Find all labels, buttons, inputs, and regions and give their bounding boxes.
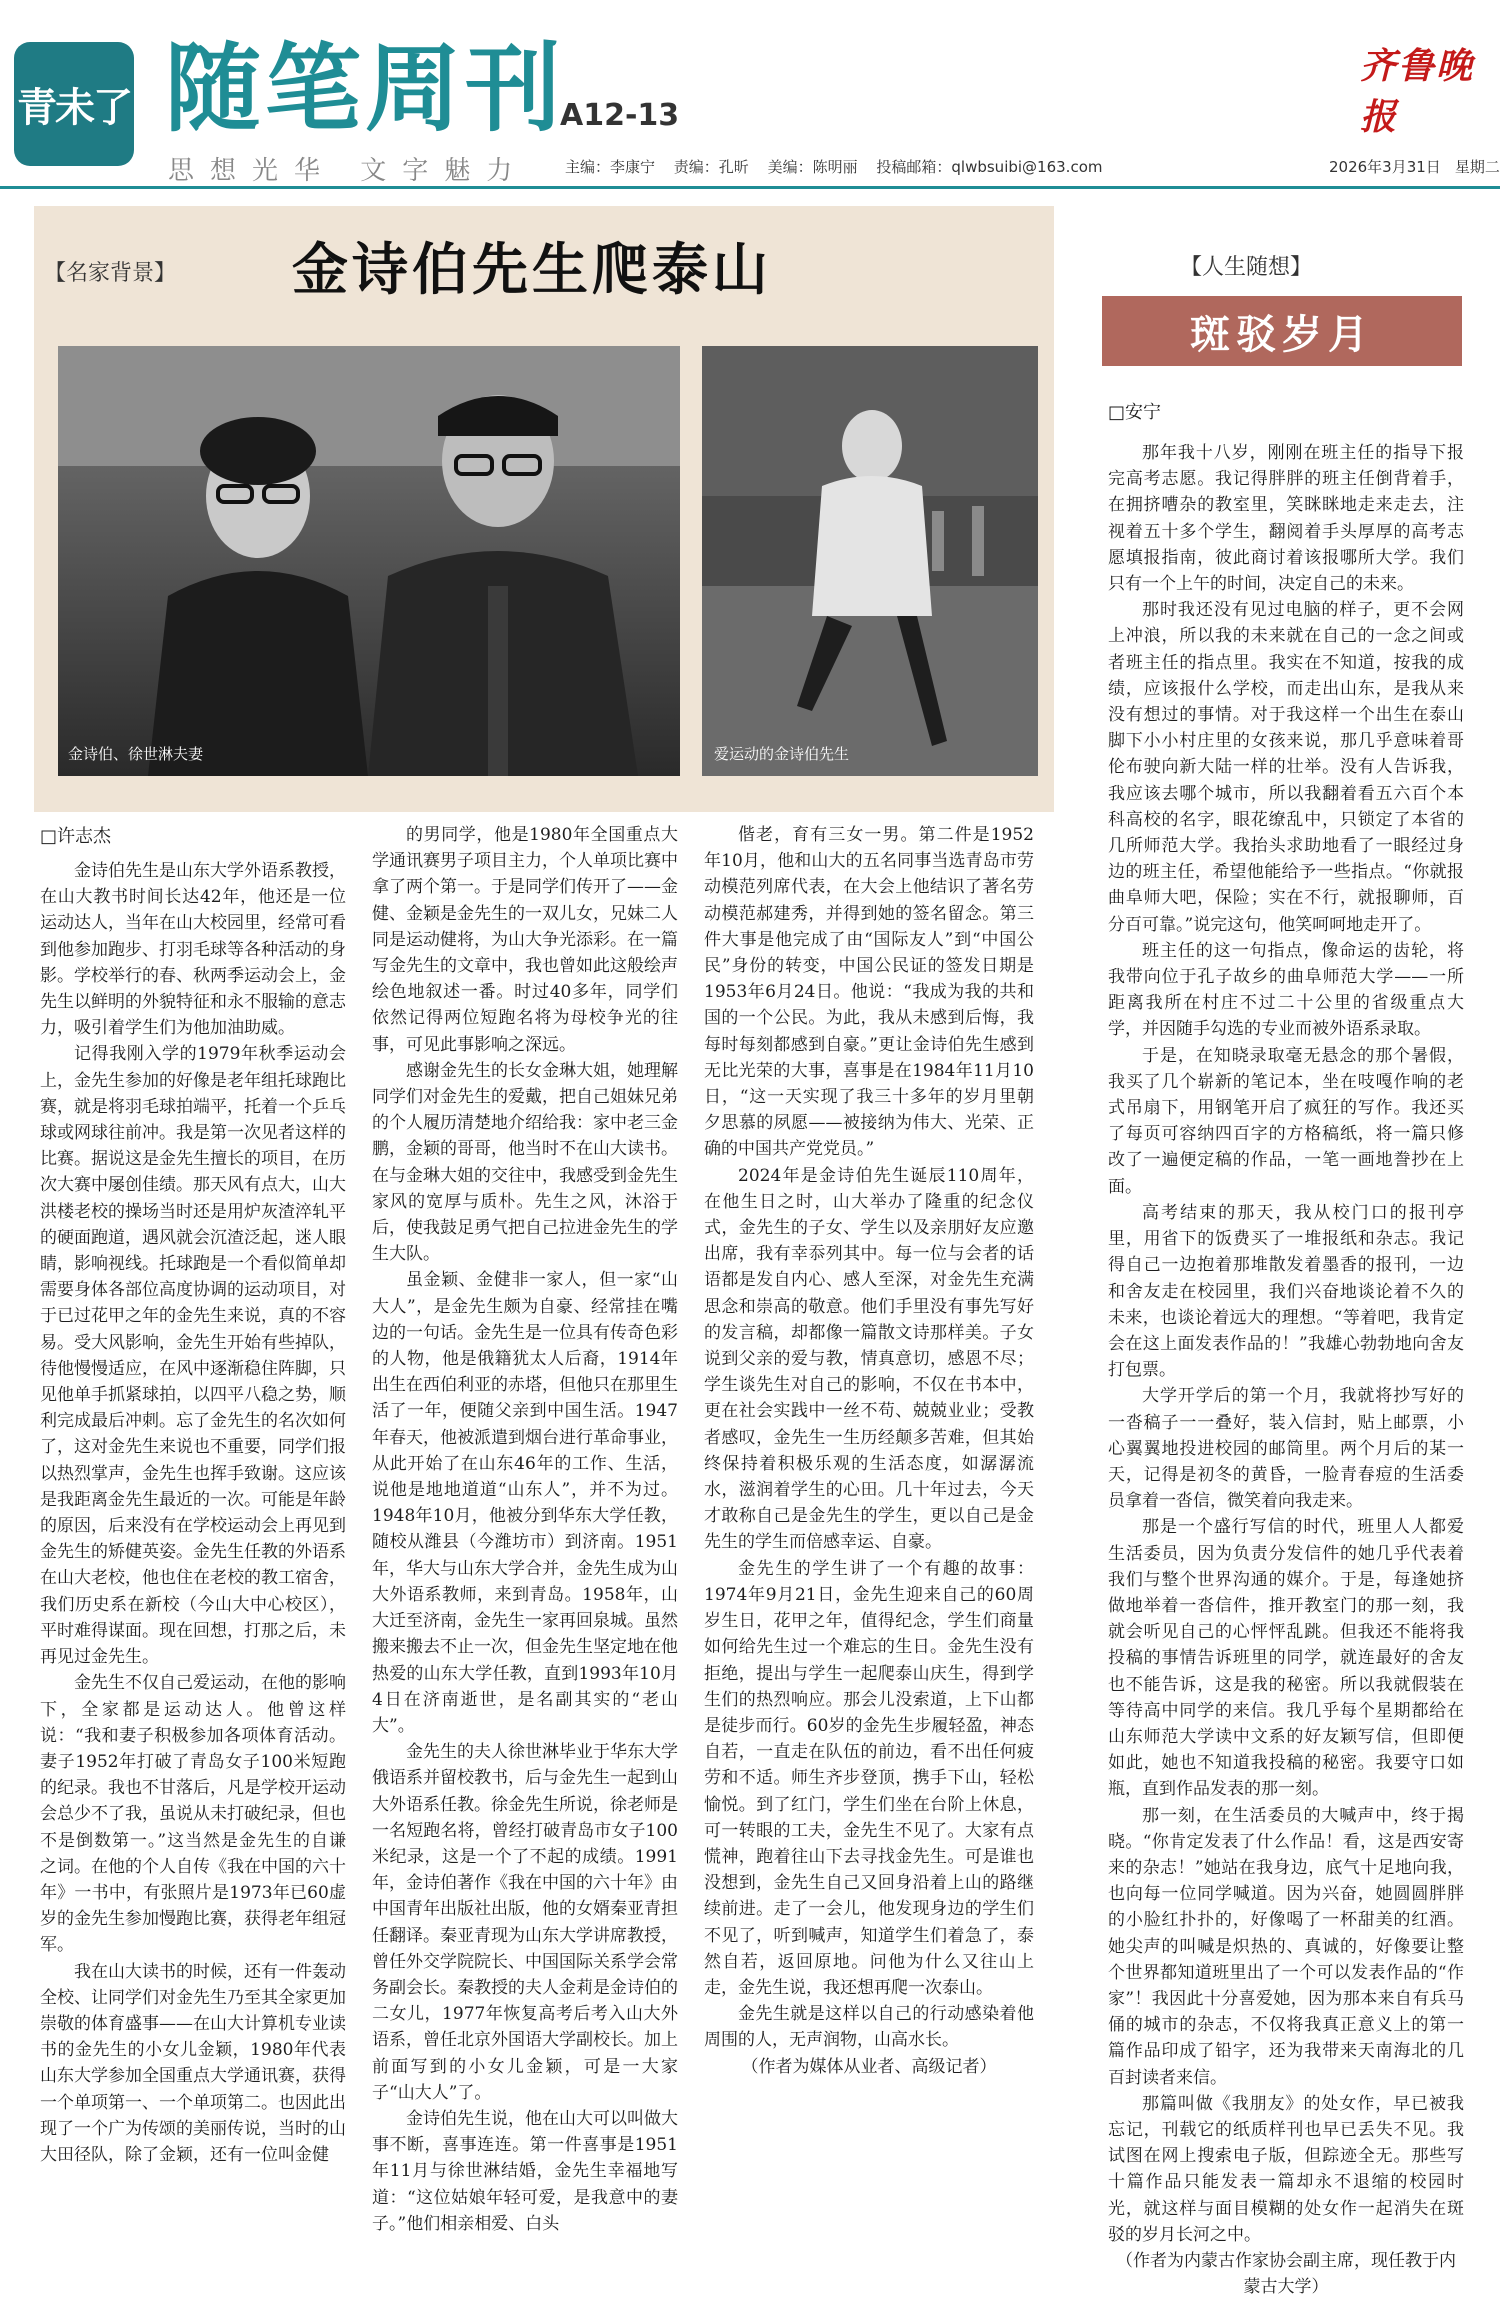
lead-paragraph: 2024年是金诗伯先生诞辰110周年，在他生日之时，山大举办了隆重的纪念仪式，金先生的子女、学生以及亲朋好友应邀出席，我有幸忝列其中。每一位与会者的话语都是发自内心、感人至深，对金先生充满思念和崇高的敬意。他们手里没有事先写好的发言稿，却都像一篇散文诗那样美。子女说到父亲的爱与教，情真意切，感恩不尽；学生谈先生对自己的影响，不仅在书本中，更在社会实践中一丝不苟、兢兢业业；受教者感叹，金先生一生历经颠多苦难，但其始终保持着积极乐观的生活态度，如潺潺流水，滋润着学生的心田。几十年过去，今天才敢称自己是金先生的学生，更以自己是金先生的学生而倍感幸运、自豪。 <box>704 1165 1034 1553</box>
column-logo: 青未了 <box>14 42 134 166</box>
editor-credits <box>565 156 1116 177</box>
lead-article-column-2 <box>372 822 678 2234</box>
responsible-editor-name: 责编：孔昕 <box>673 158 749 176</box>
lead-paragraph: 的男同学，他是1980年全国重点大学通讯赛男子项目主力，个人单项比赛中拿了两个第一。于是同学们传开了——金健、金颖是金先生的一双儿女，兄妹二人同是运动健将，为山大争光添彩。在一篇写金先生的文章中，我也曾如此这般绘声绘色地叙述一番。时过40多年，同学们依然记得两位短跑名将为母校争光的往事，可见此事影响之深远。 <box>372 825 678 1055</box>
date-text: 2026年3月31日 <box>1329 158 1441 176</box>
lead-article-byline: □许志杰 <box>40 826 112 847</box>
submission-email: 投稿邮箱：qlwbsuibi@163.com <box>876 158 1103 176</box>
newspaper-logo: 齐鲁晚报 <box>1360 45 1475 138</box>
issue-date <box>1315 156 1500 177</box>
lead-paragraph: 感谢金先生的长女金琳大姐，她理解同学们对金先生的爱戴，把自己姐妹兄弟的个人履历清楚地介绍给我：家中老三金鹏，金颖的哥哥，他当时不在山大读书。在与金琳大姐的交往中，我感受到金先生家风的宽厚与质朴。先生之风，沐浴于后，使我鼓足勇气把自己拉进金先生的学生大队。 <box>372 1060 678 1265</box>
side-paragraph: 那篇叫做《我朋友》的处女作，早已被我忘记，刊载它的纸质样刊也早已丢失不见。我试图在网上搜索电子版，但踪迹全无。那些写十篇作品只能发表一篇却永不退缩的校园时光，就这样与面目模糊的处女作一起消失在斑驳的岁月长河之中。 <box>1108 2093 1464 2245</box>
art-editor-name: 美编：陈明丽 <box>767 158 858 176</box>
lead-paragraph: 金先生不仅自己爱运动，在他的影响下，全家都是运动达人。他曾这样说：“我和妻子积极参加各项体育活动。妻子1952年打破了青岛女子100米短跑的纪录。我也不甘落后，凡是学校开运动会总少不了我，虽说从未打破纪录，但也不是倒数第一。”这当然是金先生的自谦之词。在他的个人自传《我在中国的六十年》一书中，有张照片是1973年已60虚岁的金先生参加慢跑比赛，获得老年组冠军。 <box>40 1673 346 1956</box>
side-paragraph: 班主任的这一句指点，像命运的齿轮，将我带向位于孔子故乡的曲阜师范大学——一所距离我所在村庄不过二十公里的省级重点大学，并因随手勾选的专业而被外语系录取。 <box>1108 940 1464 1040</box>
couple-photo <box>58 346 680 776</box>
side-paragraph: 高考结束的那天，我从校门口的报刊亭里，用省下的饭费买了一堆报纸和杂志。我记得自己一边抱着那堆散发着墨香的报刊，一边和舍友走在校园里，我们兴奋地谈论着不久的未来，也谈论着远大的理想。“等着吧，我肯定会在这上面发表作品的！”我雄心勃勃地向舍友打包票。 <box>1108 1202 1464 1381</box>
lead-paragraph: 金先生就是这样以自己的行动感染着他周围的人，无声润物，山高水长。 <box>704 2004 1034 2051</box>
running-photo-illustration <box>702 346 1038 776</box>
lead-paragraph: 金先生的夫人徐世淋毕业于华东大学俄语系并留校教书，后与金先生一起到山大外语系任教。徐金先生所说，徐老师是一名短跑名将，曾经打破青岛市女子100米纪录，这是一个了不起的成绩。1991年，金诗伯著作《我在中国的六十年》由中国青年出版社出版，他的女婿秦亚青担任翻译。秦亚青现为山东大学讲席教授，曾任外交学院院长、中国国际关系学会常务副会长。秦教授的夫人金莉是金诗伯的二女儿，1977年恢复高考后考入山大外语系，曾任北京外国语大学副校长。加上前面写到的小女儿金颖，可是一大家子“山大人”了。 <box>372 1742 678 2103</box>
lead-article-title: 金诗伯先生爬泰山 <box>292 237 772 303</box>
side-article-tag: 【人生随想】 <box>1180 255 1313 280</box>
lead-paragraph: 记得我刚入学的1979年秋季运动会上，金先生参加的好像是老年组托球跑比赛，就是将羽毛球拍端平，托着一个乒乓球或网球往前冲。我是第一次见者这样的比赛。据说这是金先生擅长的项目，在历次大赛中屡创佳绩。那天风有点大，山大洪楼老校的操场当时还是用炉灰渣淬轧平的硬面跑道，遇风就会沉渣泛起，迷人眼睛，影响视线。托球跑是一个看似简单却需要身体各部位高度协调的运动项目，对于已过花甲之年的金先生来说，真的不容易。受大风影响，金先生开始有些掉队，待他慢慢适应，在风中逐渐稳住阵脚，只见他单手抓紧球拍，以四平八稳之势，顺利完成最后冲刺。忘了金先生的名次如何了，这对金先生来说也不重要，同学们报以热烈掌声，金先生也挥手致谢。这应该是我距离金先生最近的一次。可能是年龄的原因，后来没有在学校运动会上再见到金先生的矫健英姿。金先生任教的外语系在山大老校，他也住在老校的教工宿舍，我们历史系在新校（今山大中心校区），平时难得谋面。现在回想，打那之后，未再见过金先生。 <box>40 1044 346 1668</box>
lead-article-column-1 <box>40 858 346 2165</box>
side-paragraph: 那时我还没有见过电脑的样子，更不会网上冲浪，所以我的未来就在自己的一念之间或者班主任的指点里。我实在不知道，按我的成绩，应该报什么学校，而走出山东，是我从来没有想过的事情。对于我这样一个出生在泰山脚下小小村庄里的女孩来说，那几乎意味着哥伦布驶向新大陆一样的壮举。没有人告诉我，我应该去哪个城市，所以我翻着看五六百个本科高校的名字，眼花缭乱中，只锁定了本省的几所师范大学。我抬头求助地看了一眼经过身边的班主任，希望他能给予一些指点。“你就报曲阜师大吧，保险；实在不行，就报聊师，百分百可靠。”说完这句，他笑呵呵地走开了。 <box>1108 600 1464 935</box>
lead-paragraph: 金诗伯先生说，他在山大可以叫做大事不断，喜事连连。第一件喜事是1951年11月与徐世淋结婚，金先生幸福地写道：“这位姑娘年轻可爱，是我意中的妻子。”他们相亲相爱、白头 <box>372 2108 678 2234</box>
section-title: 随笔周刊 <box>165 32 565 145</box>
side-article-body <box>1108 440 1464 2298</box>
lead-paragraph: 我在山大读书的时候，还有一件轰动全校、让同学们对金先生乃至其全家更加崇敬的体育盛事——在山大计算机专业读书的金先生的小女儿金颖，1980年代表山东大学参加全国重点大学通讯赛，获得一个单项第一、一个单项第二。也因此出现了一个广为传颂的美丽传说，当时的山大田径队，除了金颖，还有一位叫金健 <box>40 1961 346 2165</box>
couple-photo-caption: 金诗伯、徐世淋夫妻 <box>68 745 204 763</box>
running-photo-caption: 爱运动的金诗伯先生 <box>714 745 850 763</box>
lead-paragraph: 虽金颖、金健非一家人，但一家“山大人”，是金先生颇为自豪、经常挂在嘴边的一句话。金先生是一位具有传奇色彩的人物，他是俄籍犹太人后裔，1914年出生在西伯利亚的赤塔，但他只在那里生活了一年，便随父亲到中国生活。1947年春天，他被派遣到烟台进行革命事业，从此开始了在山东46年的工作、生活，说他是地地道道“山东人”，并不为过。1948年10月，他被分到华东大学任教，随校从潍县（今潍坊市）到济南。1951年，华大与山东大学合并，金先生成为山大外语系教师，来到青岛。1958年，山大迁至济南，金先生一家再回泉城。虽然搬来搬去不止一次，但金先生坚定地在他热爱的山东大学任教，直到1993年10月4日在济南逝世，是名副其实的“老山大”。 <box>372 1270 678 1736</box>
side-article-byline: □安宁 <box>1108 402 1162 423</box>
lead-paragraph: 金诗伯先生是山东大学外语系教授，在山大教书时间长达42年，他还是一位运动达人，当年在山大校园里，经常可看到他参加跑步、打羽毛球等各种活动的身影。学校举行的春、秋两季运动会上，金先生以鲜明的外貌特征和永不服输的意志力，吸引着学生们为他加油助威。 <box>40 861 346 1039</box>
side-paragraph: 大学开学后的第一个月，我就将抄写好的一沓稿子一一叠好，装入信封，贴上邮票，小心翼翼地投进校园的邮筒里。两个月后的某一天，记得是初冬的黄昏，一脸青春痘的生活委员拿着一沓信，微笑着向我走来。 <box>1108 1386 1464 1512</box>
lead-paragraph: 偕老，育有三女一男。第二件是1952年10月，他和山大的五名同事当选青岛市劳动模范列席代表，在大会上他结识了著名劳动模范郝建秀，并得到她的签名留念。第三件大事是他完成了由“国际友人”到“中国公民”身份的转变，中国公民证的签发日期是1953年6月24日。他说：“我成为我的共和国的一个公民。为此，我从未感到后悔，我每时每刻都感到自豪。”更让金诗伯先生感到无比光荣的大事，喜事是在1984年11月10日，“这一天实现了我三十多年的岁月里朝夕思慕的夙愿——被接纳为伟大、光荣、正确的中国共产党党员。” <box>704 825 1034 1160</box>
side-article-title: 斑驳岁月 <box>1102 296 1462 366</box>
editor-name: 主编：李康宁 <box>565 158 656 176</box>
masthead-divider <box>0 186 1500 189</box>
lead-article-column-3 <box>704 822 1034 2098</box>
side-paragraph: 那是一个盛行写信的时代，班里人人都爱生活委员，因为负责分发信件的她几乎代表着我们与整个世界沟通的媒介。于是，每逢她挤做地举着一沓信件，推开教室门的那一刻，我就会听见自己的心怦怦乱跳。但我还不能将我投稿的事情告诉班里的同学，就连最好的舍友也不能告诉，这是我的秘密。所以我就假装在等待高中同学的来信。我几乎每个星期都给在山东师范大学读中文系的好友颖写信，但即便如此，她也不知道我投稿的秘密。我要守口如瓶，直到作品发表的那一刻。 <box>1108 1517 1464 1800</box>
side-article-author-note: （作者为内蒙古作家协会副主席，现任教于内蒙古大学） <box>1116 2251 1456 2298</box>
side-paragraph: 那年我十八岁，刚刚在班主任的指导下报完高考志愿。我记得胖胖的班主任倒背着手，在拥挤嘈杂的教室里，笑眯眯地走来走去，注视着五十多个学生，翻阅着手头厚厚的高考志愿填报指南，彼此商讨着该报哪所大学。我们只有一个上午的时间，决定自己的未来。 <box>1108 443 1464 595</box>
lead-article-tag: 【名家背景】 <box>44 261 177 286</box>
section-slogan: 思想光华 文字魅力 <box>168 156 529 186</box>
lead-article-author-note: （作者为媒体从业者、高级记者） <box>741 2056 997 2077</box>
weekday-text: 星期二 <box>1454 158 1500 176</box>
couple-photo-illustration <box>58 346 680 776</box>
side-paragraph: 那一刻，在生活委员的大喊声中，终于揭晓。“你肯定发表了什么作品！看，这是西安寄来的杂志！”她站在我身边，底气十足地向我，也向每一位同学喊道。因为兴奋，她圆圆胖胖的小脸红扑扑的，好像喝了一杯甜美的红酒。她尖声的叫喊是炽热的、真诚的，好像要让整个世界都知道班里出了一个可以发表作品的“作家”！我因此十分喜爱她，因为那本来自有兵马俑的城市的杂志，不仅将我真正意义上的第一篇作品印成了铅字，还为我带来天南海北的几百封读者来信。 <box>1108 1805 1464 2088</box>
lead-paragraph: 金先生的学生讲了一个有趣的故事：1974年9月21日，金先生迎来自己的60周岁生日，花甲之年，值得纪念，学生们商量如何给先生过一个难忘的生日。金先生没有拒绝，提出与学生一起爬泰山庆生，得到学生们的热烈响应。那会儿没索道，上下山都是徒步而行。60岁的金先生步履轻盈，神态自若，一直走在队伍的前边，看不出任何疲劳和不适。师生齐步登顶，携手下山，轻松愉悦。到了红门，学生们坐在台阶上休息，可一转眼的工夫，金先生不见了。大家有点慌神，跑着往山下去寻找金先生。可是谁也没想到，金先生自己又回身沿着上山的路继续前进。走了一会儿，他发现身边的学生们不见了，听到喊声，知道学生们着急了，泰然自若，返回原地。问他为什么又往山上走，金先生说，我还想再爬一次泰山。 <box>704 1558 1034 1998</box>
running-photo <box>702 346 1038 776</box>
page-number: A12-13 <box>560 98 680 133</box>
side-paragraph: 于是，在知晓录取毫无悬念的那个暑假，我买了几个崭新的笔记本，坐在吱嘎作响的老式吊扇下，用钢笔开启了疯狂的写作。我还买了每页可容纳四百字的方格稿纸，将一篇只修改了一遍便定稿的作品，一笔一画地誊抄在上面。 <box>1108 1045 1464 1197</box>
